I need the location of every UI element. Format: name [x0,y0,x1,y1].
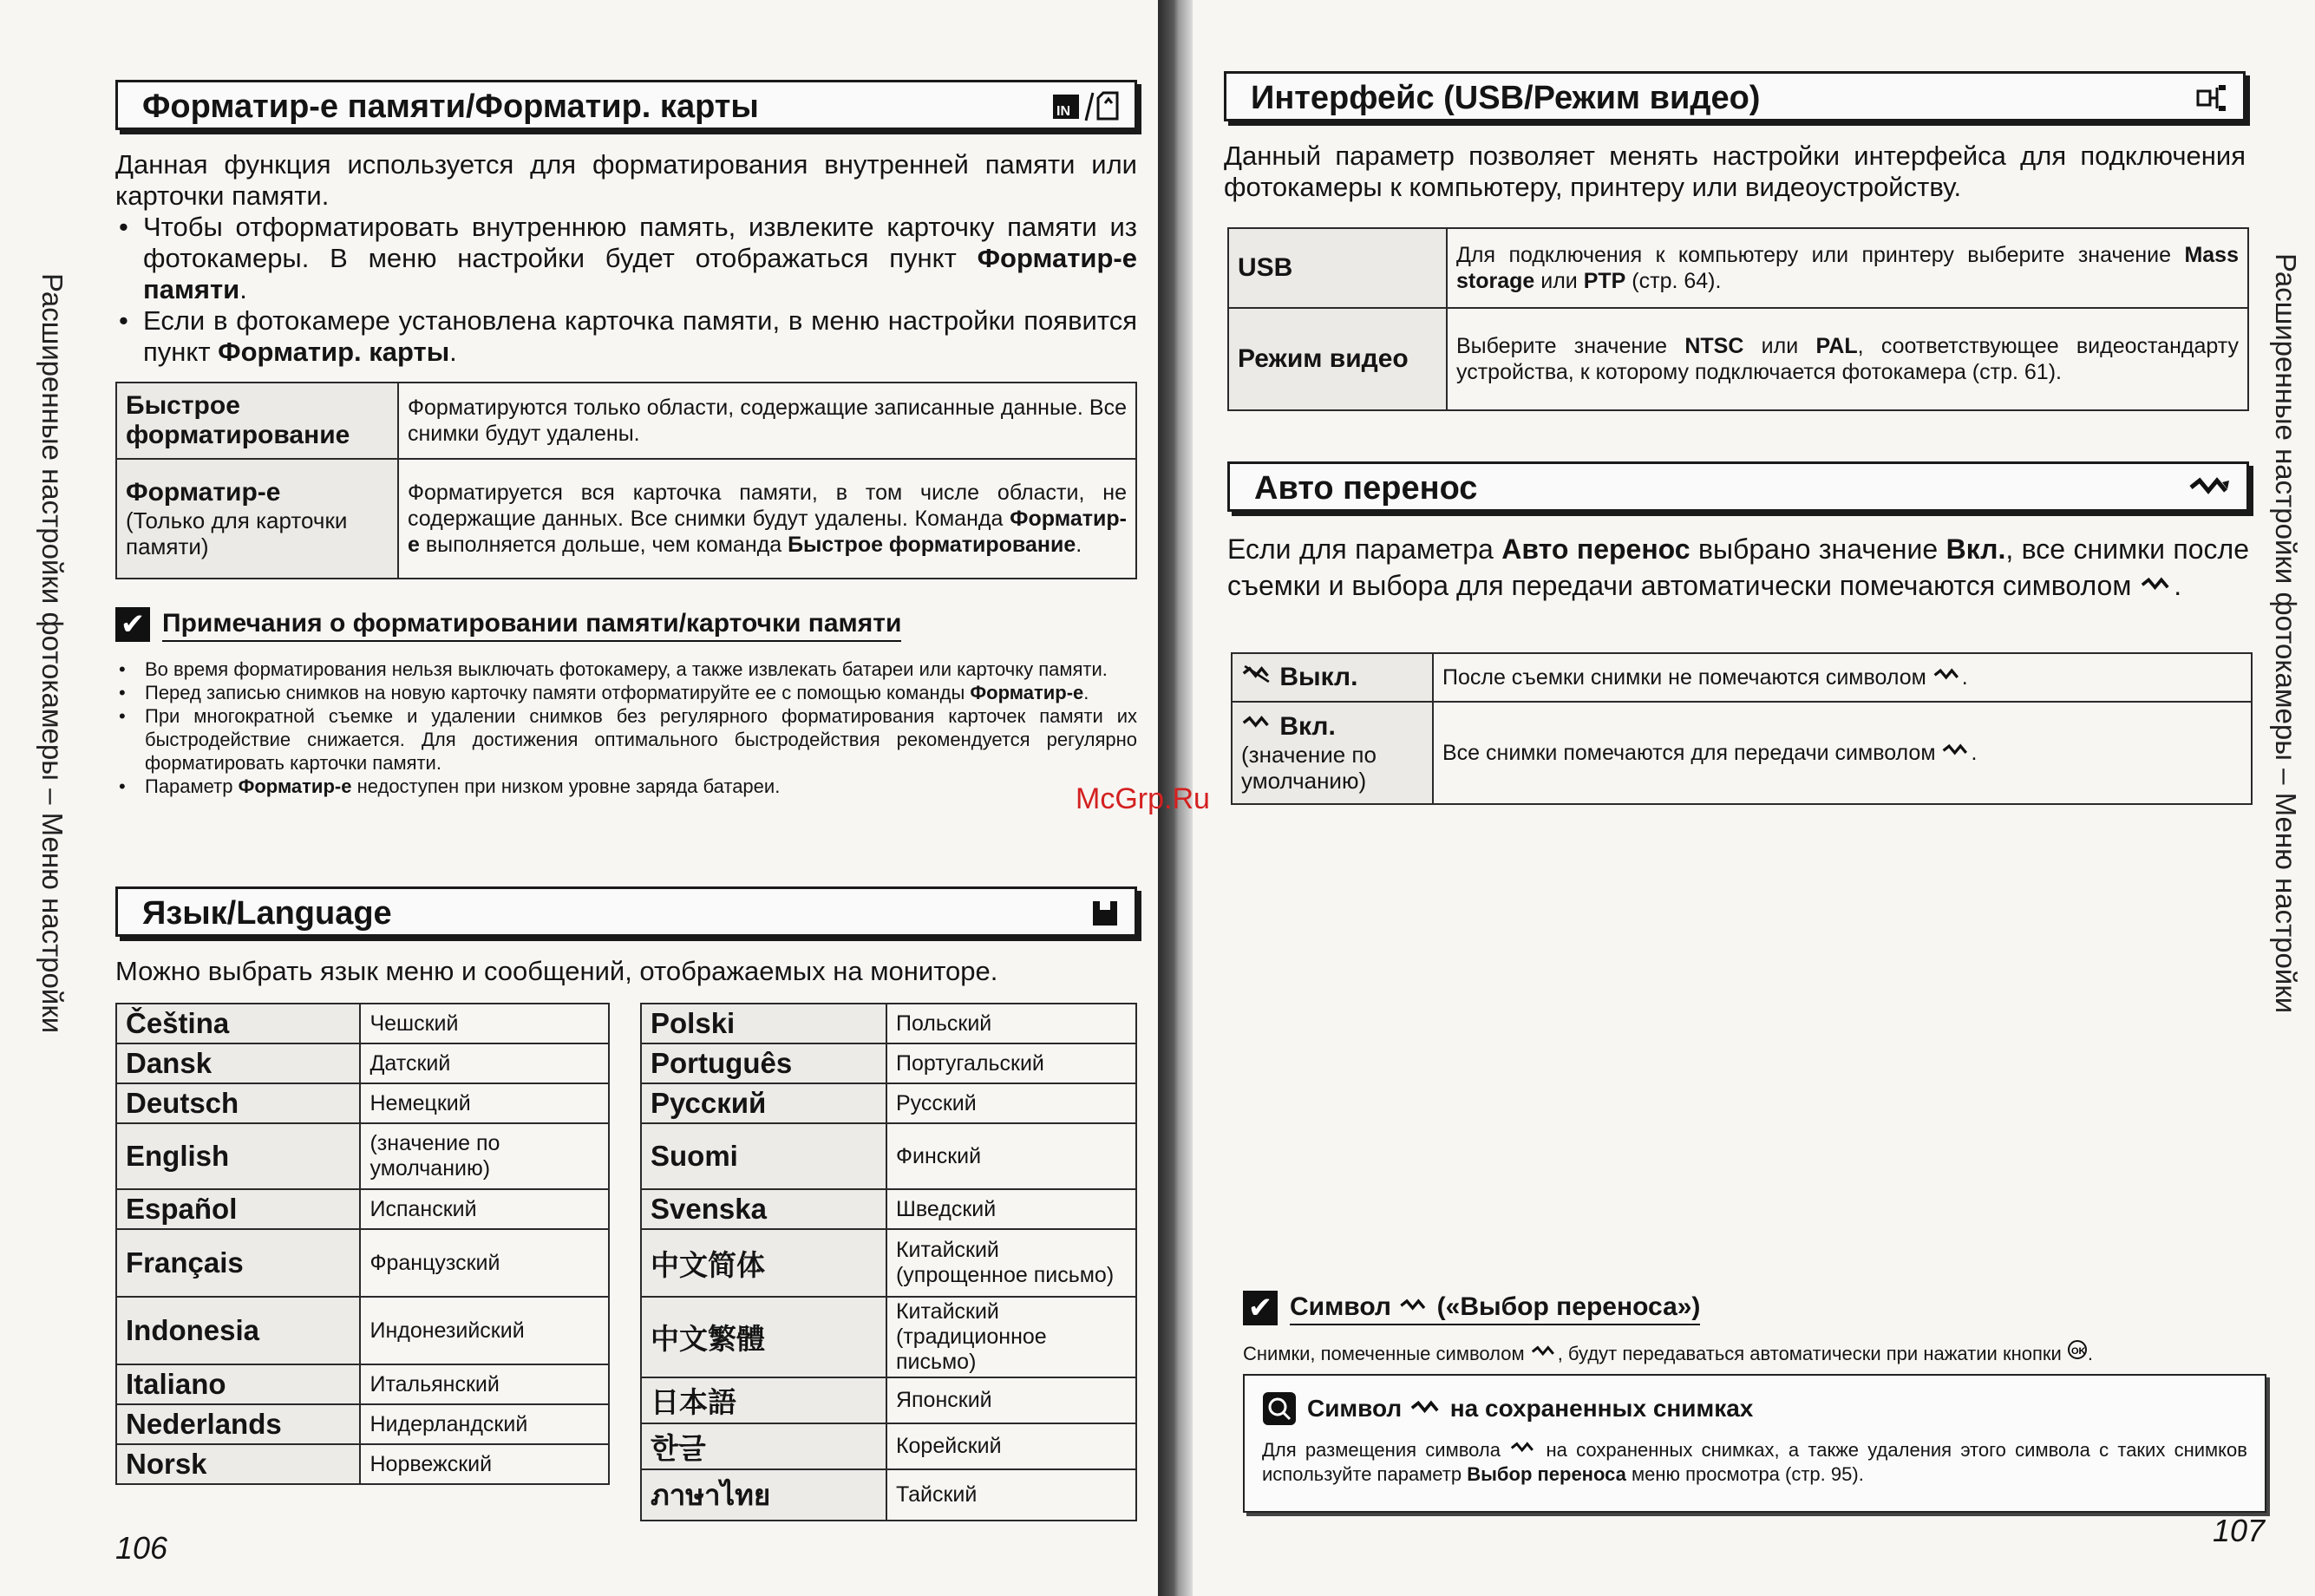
auto-transfer-table [1231,652,2253,805]
table-row [1228,228,2248,308]
full-format-desc-b2: Быстрое форматирование [788,533,1076,557]
transfer-icon [1398,1298,1429,1315]
table-row [116,1229,609,1297]
info-title [1262,1391,1753,1426]
info-text-suffix: меню просмотра (стр. 95). [1625,1463,1864,1485]
transfer-icon [2187,475,2233,501]
table-row [1232,702,2252,804]
lang-name: Polski [641,1004,886,1043]
note-2-suffix: . [1083,682,1089,703]
table-row [1232,653,2252,702]
lang-name: Deutsch [116,1083,360,1123]
list-item [115,681,1137,704]
lang-name: 中文简体 [641,1229,886,1297]
transfer-note-title-text [1290,1292,1700,1325]
lang-name: Suomi [641,1123,886,1189]
table-row [116,459,1136,579]
auto-transfer-header [1227,461,2249,512]
table-row [641,1004,1136,1043]
full-format-desc-1: Форматируется вся карточка памяти, в том числе области, не содержащие данных. Все снимки будут удалены. Команда [408,481,1127,531]
note-title-suffix: («Выбор переноса») [1436,1292,1701,1321]
lang-name: 한글 [641,1423,886,1469]
lang-ru: Польский [886,1004,1136,1043]
usb-label: USB [1228,228,1447,308]
table-row [641,1297,1136,1377]
transfer-icon [1932,667,1962,684]
lang-ru: Норвежский [360,1444,609,1484]
bullet-2-text: Если в фотокамере установлена карточка памяти, в меню настройки появится пункт [143,305,1137,367]
usb-icon [2194,81,2229,115]
bullet-1-bold: Форматир-е памяти [143,243,1137,304]
transfer-icon [1530,1344,1558,1360]
lang-ru: Португальский [886,1043,1136,1083]
lang-ru: Китайский (традиционное письмо) [886,1297,1136,1377]
video-mode-desc [1447,308,2248,410]
transfer-icon [1241,712,1272,735]
lang-ru: Нидерландский [360,1404,609,1444]
lang-ru: Корейский [886,1423,1136,1469]
format-intro-text: Данная функция используется для форматирования внутренней памяти или карточки памяти. [115,149,1137,211]
table-row [116,1004,609,1043]
usb-desc [1447,228,2248,308]
lang-name: Italiano [116,1364,360,1404]
bullet-1-text: Чтобы отформатировать внутреннюю память, извлеките карточку памяти из фотокамеры. В меню настройки будет отображаться пункт [143,212,1137,273]
usb-desc-b1: Mass storage [1456,243,2239,293]
lang-ru: Японский [886,1377,1136,1423]
transfer-icon [1941,742,1971,760]
format-bullets [115,212,1137,368]
interface-header [1224,71,2246,121]
language-table-right [640,1003,1137,1521]
transfer-note-text: Снимки, помеченные символом , будут передаваться автоматически при нажатии кнопки OK . [1243,1339,2266,1366]
bullet-1-suffix: . [239,274,247,304]
lang-name: Português [641,1043,886,1083]
setup-icon-wrap [1089,896,1121,931]
format-note-list [115,657,1137,798]
side-text-left: Расширенные настройки фотокамеры – Меню настройки [36,273,69,1034]
language-table-left [115,1003,610,1485]
full-format-desc-b1: Форматир-е [408,507,1127,557]
usb-desc-1: Для подключения к компьютеру или принтеру выберите значение [1456,243,2185,267]
on-key: Вкл. [1279,712,1336,741]
watermark: McGrp.Ru [1076,782,1210,815]
lang-ru: Немецкий [360,1083,609,1123]
lang-ru: Чешский [360,1004,609,1043]
full-format-label [116,459,398,579]
lang-ru: Испанский [360,1189,609,1229]
note-2-text: Перед записью снимков на новую карточку памяти отформатируйте ее с помощью команды [145,682,971,703]
video-desc-3: , соответствующее видеостандарту устройства, к которому подключается фотокамера (стр. 61). [1456,334,2239,384]
format-note-title [115,607,901,642]
on-desc: Все снимки помечаются для передачи символом . [1433,702,2252,804]
page-number-right: 107 [2213,1513,2266,1548]
table-row [641,1043,1136,1083]
info-magnifier-icon [1262,1391,1297,1426]
table-row [641,1123,1136,1189]
note-4-bold: Форматир-е [238,775,352,797]
lang-ru: Русский [886,1083,1136,1123]
list-item: • Во время форматирования нельзя выключать фотокамеру, а также извлекать батареи или карточку памяти. [115,657,1137,681]
table-row [641,1189,1136,1229]
language-intro: Можно выбрать язык меню и сообщений, отображаемых на мониторе. [115,956,998,986]
lang-name: Indonesia [116,1297,360,1364]
table-row [641,1469,1136,1521]
setup-wrench-icon [1089,898,1121,929]
lang-name: Français [116,1229,360,1297]
quick-format-key: Быстрое форматирование [126,391,350,449]
lang-ru: Финский [886,1123,1136,1189]
list-item: • При многократной съемке и удалении снимков без регулярного форматирования карточек памяти их быстродействие снижается. Для достижения оптимального быстродействия рекомендуется регулярно форматировать карточки памяти. [115,704,1137,775]
table-row [116,1364,609,1404]
check-icon: ✔ [115,607,150,642]
lang-name: English [116,1123,360,1189]
info-title-prefix: Символ [1307,1395,1403,1422]
table-row [116,1083,609,1123]
lang-name: Norsk [116,1444,360,1484]
side-text-right: Расширенные настройки фотокамеры – Меню настройки [2270,253,2302,1014]
lang-ru: Французский [360,1229,609,1297]
lang-name: Nederlands [116,1404,360,1444]
auto-intro-1: Если для параметра [1227,533,1502,565]
lang-ru: Тайский [886,1469,1136,1521]
interface-title: Интерфейс (USB/Режим видео) [1251,80,1761,116]
info-text [1262,1438,2247,1487]
off-key: Выкл. [1279,663,1358,691]
lang-ru: Китайский (упрощенное письмо) [886,1229,1136,1297]
full-format-desc-2: выполняется дольше, чем команда [419,533,788,557]
auto-intro-2: выбрано значение [1690,533,1946,565]
info-title-suffix: на сохраненных снимках [1449,1395,1754,1422]
transfer-off-icon [1241,663,1272,685]
table-row [116,1189,609,1229]
lang-name: Dansk [116,1043,360,1083]
transfer-icon [1509,1441,1537,1456]
video-desc-b2: PAL [1815,334,1858,358]
lang-name: Čeština [116,1004,360,1043]
note-4-suffix: недоступен при низком уровне заряда батареи. [351,775,781,797]
right-page [1193,0,2315,1596]
page-number-left: 106 [115,1530,168,1566]
usb-desc-2: или [1534,269,1584,293]
saved-images-info-box [1243,1374,2266,1513]
video-desc-b1: NTSC [1684,334,1744,358]
format-memory-title: Форматир-е памяти/Форматир. карты [142,88,759,125]
auto-intro-b1: Авто перенос [1501,533,1690,565]
off-desc-text: После съемки снимки не помечаются символом [1442,665,1926,690]
mode-icons [1051,89,1121,124]
table-row [116,1444,609,1484]
language-header [115,886,1137,937]
info-text-prefix: Для размещения символа [1262,1439,1501,1461]
table-row [641,1377,1136,1423]
lang-name: 日本語 [641,1377,886,1423]
lang-name: Svenska [641,1189,886,1229]
table-row [116,383,1136,459]
auto-transfer-title: Авто перенос [1254,470,1478,507]
svg-text:IN: IN [1056,104,1070,119]
table-row [116,1123,609,1189]
on-desc-text: Все снимки помечаются для передачи символом [1442,741,1936,765]
on-sub: (значение по умолчанию) [1241,742,1377,794]
note-2-bold: Форматир-е [970,682,1084,703]
bullet-2-suffix: . [449,337,457,367]
auto-transfer-intro [1227,531,2249,604]
interface-table [1227,227,2249,411]
format-options-table [115,382,1137,579]
setup-memory-card-icon [1051,89,1121,124]
note-4-text: Параметр [145,775,239,797]
format-bullet-2 [115,305,1137,368]
full-format-key: Форматир-е [126,478,281,507]
list-item [115,775,1137,798]
language-title: Язык/Language [142,895,392,932]
interface-intro: Данный параметр позволяет менять настройки интерфейса для подключения фотокамеры к компьютеру, принтеру или видеоустройству. [1224,141,2246,202]
format-intro [115,149,1137,212]
note-text-suffix: , будут передаваться автоматически при нажатии кнопки [1557,1343,2062,1364]
table-row [116,1404,609,1444]
lang-ru: Датский [360,1043,609,1083]
check-icon: ✔ [1243,1291,1278,1325]
transfer-icon [2139,576,2174,595]
lang-name: 中文繁體 [641,1297,886,1377]
quick-format-label [116,383,398,459]
lang-name: ภาษาไทย [641,1469,886,1521]
on-label [1232,702,1433,804]
interface-icon-wrap [2194,81,2229,115]
lang-name: Русский [641,1083,886,1123]
video-mode-label: Режим видео [1228,308,1447,410]
note-text-prefix: Снимки, помеченные символом [1243,1343,1525,1364]
table-row [1228,308,2248,410]
off-desc: После съемки снимки не помечаются символом . [1433,653,2252,702]
table-row [641,1423,1136,1469]
lang-name: Español [116,1189,360,1229]
off-label [1232,653,1433,702]
full-format-desc-3: . [1076,533,1082,557]
svg-text:OK: OK [2070,1346,2086,1357]
auto-intro-b2: Вкл. [1946,533,2006,565]
lang-ru: Итальянский [360,1364,609,1404]
note-title-prefix: Символ [1290,1292,1391,1321]
info-text-bold: Выбор переноса [1467,1463,1626,1485]
format-memory-header [115,80,1137,130]
table-row [641,1083,1136,1123]
video-desc-2: или [1743,334,1816,358]
full-format-desc [398,459,1136,579]
lang-ru: Индонезийский [360,1297,609,1364]
full-format-sub: (Только для карточки памяти) [126,507,348,559]
auto-intro-end: . [2174,570,2182,601]
lang-ru: Шведский [886,1189,1136,1229]
transfer-note-title [1243,1291,1700,1325]
table-row [116,1043,609,1083]
info-text-mid: на сохраненных снимках, а также удаления этого символа с таких снимков используйте параметр [1262,1439,2247,1485]
format-bullet-1 [115,212,1137,305]
video-desc-1: Выберите значение [1456,334,1685,358]
transfer-icon-wrap [2187,471,2233,506]
usb-desc-3: (стр. 64). [1625,269,1722,293]
table-row [641,1229,1136,1297]
lang-ru: (значение по умолчанию) [360,1123,609,1189]
ok-button-icon [2067,1339,2088,1360]
quick-format-desc: Форматируются только области, содержащие записанные данные. Все снимки будут удалены. [398,383,1136,459]
usb-desc-b2: PTP [1583,269,1626,293]
transfer-icon [1409,1399,1443,1418]
auto-intro-3: , все снимки после съемки и выбора для передачи автоматически помечаются символом [1227,533,2250,601]
bullet-2-bold: Форматир. карты [218,337,450,367]
table-row [116,1297,609,1364]
format-note-title-text: Примечания о форматировании памяти/карточки памяти [162,609,901,642]
